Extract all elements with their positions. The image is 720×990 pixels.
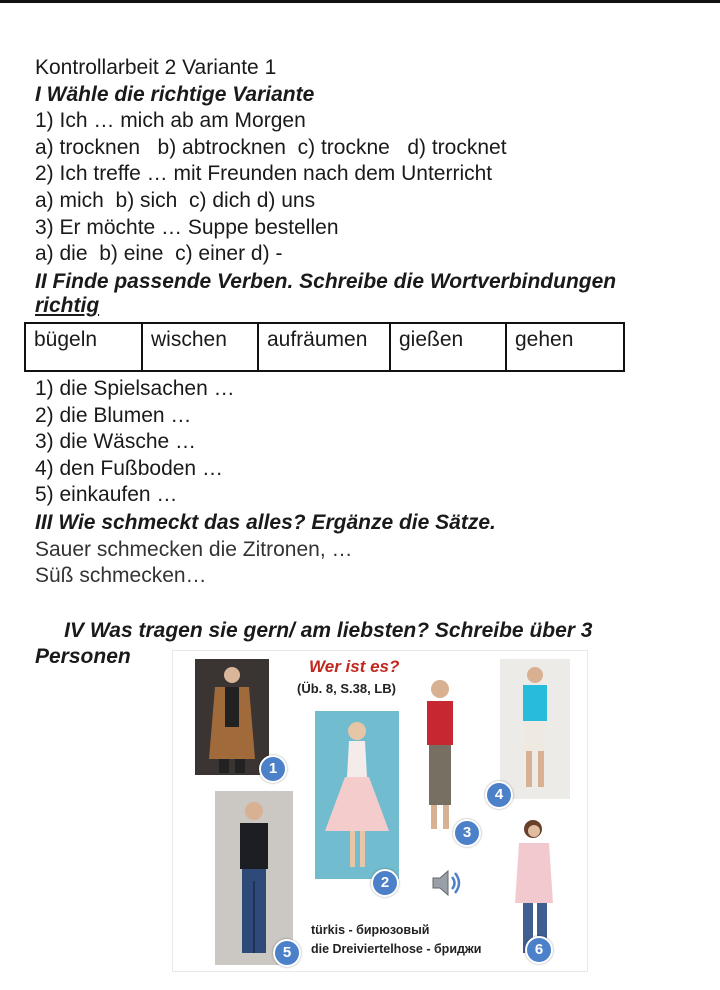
section-3-heading: III Wie schmeckt das alles? Ergänze die Sätze. [35, 511, 496, 534]
worksheet [35, 55, 695, 318]
vocabulary-line: die Dreiviertelhose - бриджи [311, 942, 482, 956]
number-badge: 4 [485, 781, 513, 809]
number-badge: 3 [453, 819, 481, 847]
phrase-list [35, 376, 235, 509]
vocabulary-line: türkis - бирюзовый [311, 923, 430, 937]
verb-cell: bügeln [25, 323, 142, 371]
speaker-icon[interactable] [429, 865, 465, 901]
photo-person-2 [315, 711, 399, 879]
verb-cell: gehen [506, 323, 624, 371]
list-item: 2) die Blumen … [35, 403, 192, 427]
picture-reference: (Üb. 8, S.38, LB) [297, 681, 396, 696]
photo-person-3 [409, 671, 471, 839]
list-item: 5) einkaufen … [35, 483, 178, 507]
picture-title: Wer ist es? [309, 657, 400, 676]
photo-person-1 [195, 659, 269, 775]
question-line: 2) Ich treffe … mit Freunden nach dem Unterricht [35, 162, 493, 186]
section-1-heading: I Wähle die richtige Variante [35, 82, 315, 106]
top-border [0, 0, 720, 3]
vocabulary-note [311, 921, 481, 959]
list-item: 4) den Fußboden … [35, 456, 223, 480]
page-title: Kontrollarbeit 2 Variante 1 [35, 56, 277, 79]
section-2-heading-line2: richtig [35, 293, 100, 317]
verb-table [24, 322, 625, 372]
section-2-heading-line1: II Finde passende Verben. Schreibe die Wortverbindungen [35, 269, 617, 293]
sentence-line: Süß schmecken… [35, 564, 207, 588]
verb-cell: wischen [142, 323, 258, 371]
answer-options: a) mich b) sich c) dich d) uns [35, 188, 316, 212]
list-item: 3) die Wäsche … [35, 430, 197, 454]
section-3 [35, 510, 496, 590]
section-4-heading-line1: IV Was tragen sie gern/ am liebsten? Schreibe über 3 [58, 619, 593, 642]
list-item: 1) die Spielsachen … [35, 377, 235, 400]
question-line: 3) Er möchte … Suppe bestellen [35, 215, 339, 239]
section-2-heading [35, 270, 695, 318]
photo-person-4 [500, 659, 570, 799]
clothing-picture [172, 650, 588, 972]
sentence-line: Sauer schmecken die Zitronen, … [35, 537, 353, 561]
question-line: 1) Ich … mich ab am Morgen [35, 109, 306, 133]
number-badge: 6 [525, 936, 553, 964]
number-badge: 2 [371, 869, 399, 897]
verb-cell: aufräumen [258, 323, 390, 371]
verb-cell: gießen [390, 323, 506, 371]
answer-options: a) die b) eine c) einer d) - [35, 242, 283, 266]
number-badge: 5 [273, 939, 301, 967]
section-4-heading-line2: Personen [35, 645, 131, 668]
number-badge: 1 [259, 755, 287, 783]
answer-options: a) trocknen b) abtrocknen c) trockne d) trocknet [35, 135, 507, 159]
